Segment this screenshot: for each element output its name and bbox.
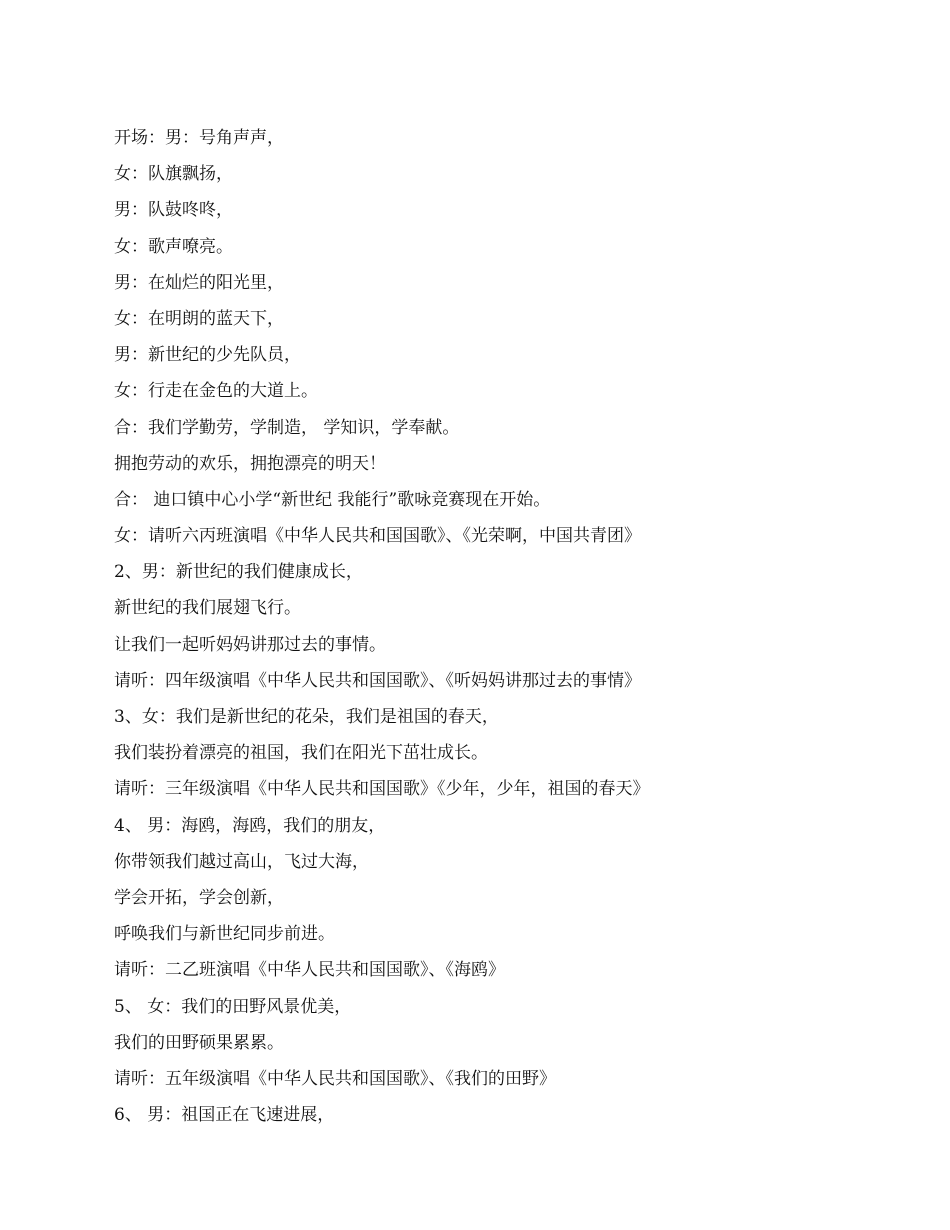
text-line: 新世纪的我们展翅飞行。 <box>114 598 301 619</box>
text-line: 开场：男：号角声声， <box>114 128 284 148</box>
text-line: 5、 女：我们的田野风景优美， <box>114 996 352 1017</box>
text-line: 女：在明朗的蓝天下， <box>114 308 284 329</box>
text-line: 女：歌声嘹亮。 <box>114 236 233 257</box>
text-line: 合：我们学勤劳，学制造， 学知识，学奉献。 <box>114 417 460 438</box>
text-line: 6、 男：祖国正在飞速进展， <box>114 1105 335 1126</box>
text-line: 拥抱劳动的欢乐，拥抱漂亮的明天！ <box>114 453 386 474</box>
text-line: 请听：五年级演唱《中华人民共和国国歌》、《我们的田野》 <box>114 1068 556 1089</box>
text-line: 我们装扮着漂亮的祖国，我们在阳光下茁壮成长。 <box>114 743 488 764</box>
text-line: 女：请听六丙班演唱《中华人民共和国国歌》、《光荣啊，中国共青团》 <box>114 526 641 547</box>
text-line: 你带领我们越过高山，飞过大海， <box>114 851 369 872</box>
text-line: 让我们一起听妈妈讲那过去的事情。 <box>114 634 386 655</box>
text-line: 男：队鼓咚咚， <box>114 200 233 221</box>
text-line: 3、女：我们是新世纪的花朵，我们是祖国的春天， <box>114 707 499 727</box>
text-line: 请听：三年级演唱《中华人民共和国国歌》《少年，少年，祖国的春天》 <box>114 779 650 800</box>
text-line: 男：新世纪的少先队员， <box>114 345 301 366</box>
text-line: 学会开拓，学会创新， <box>114 887 284 908</box>
text-line: 女：行走在金色的大道上。 <box>114 381 318 402</box>
text-line: 男：在灿烂的阳光里， <box>114 272 284 293</box>
text-line: 女：队旗飘扬， <box>114 164 233 185</box>
text-line: 我们的田野硕果累累。 <box>114 1032 284 1053</box>
script-text-block <box>114 120 914 1133</box>
text-line: 呼唤我们与新世纪同步前进。 <box>114 924 335 945</box>
text-line: 4、 男：海鸥，海鸥，我们的朋友， <box>114 815 386 836</box>
text-line: 请听：四年级演唱《中华人民共和国国歌》、《听妈妈讲那过去的事情》 <box>114 670 641 691</box>
text-line: 请听：二乙班演唱《中华人民共和国国歌》、《海鸥》 <box>114 960 505 981</box>
text-line: 合： 迪口镇中心小学“新世纪 我能行”歌咏竞赛现在开始。 <box>114 489 551 510</box>
text-line: 2、男：新世纪的我们健康成长， <box>114 562 363 583</box>
